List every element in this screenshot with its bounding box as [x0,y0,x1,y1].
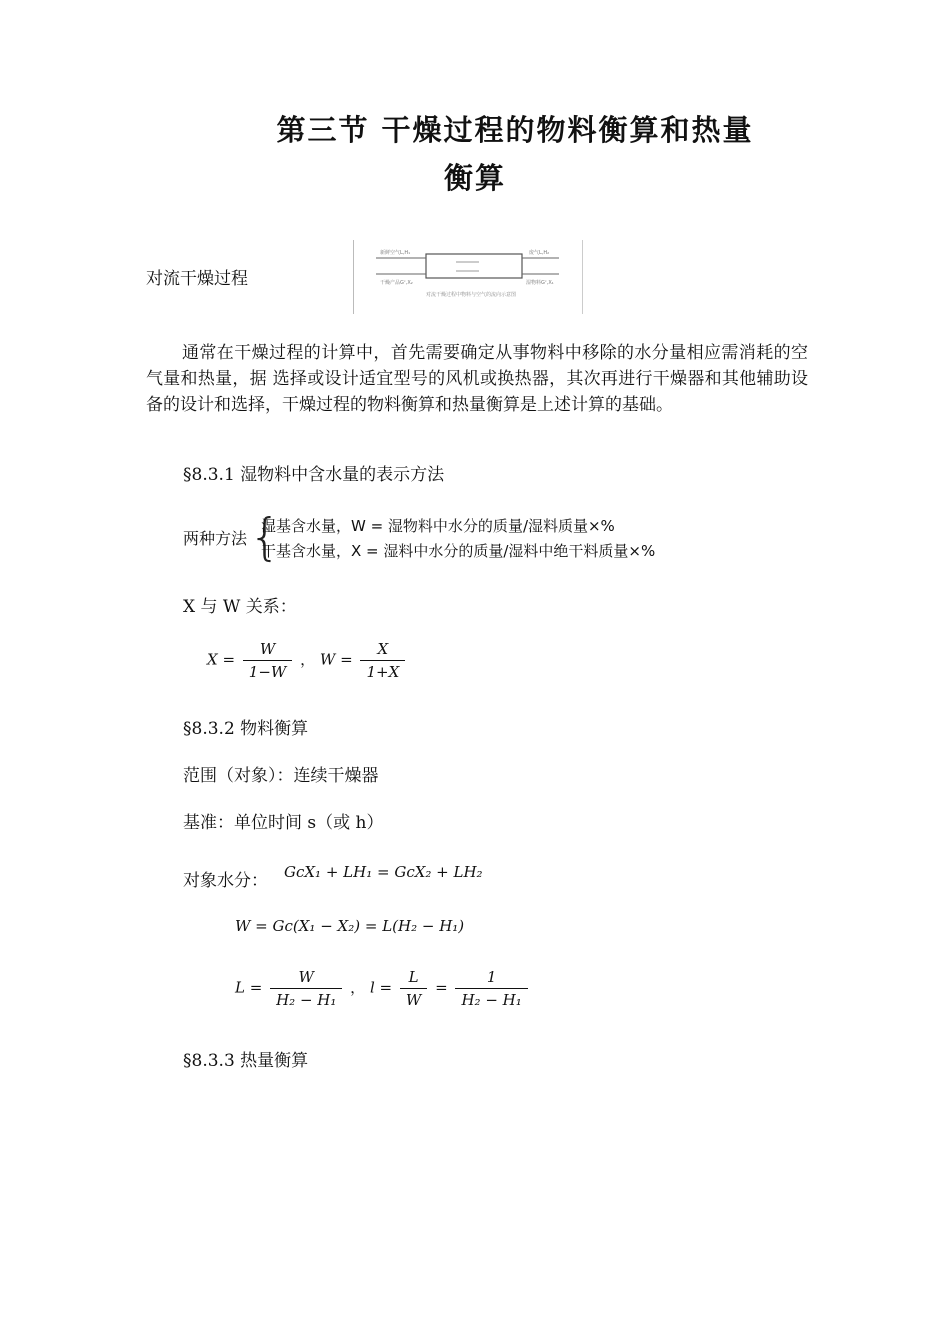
basis-text: 基准：单位时间 s（或 h） [183,813,384,833]
intro-paragraph: 通常在干燥过程的计算中，首先需要确定从事物料中移除的水分量相应需消耗的空气量和热量，据 选择或设计适宜型号的风机或换热器，其次再进行干燥器和其他辅助设备的设计和选择，干燥过程的物料衡算和热量衡算是上述计算的基础。 [146,343,808,415]
dryer-box [426,254,522,278]
eq-l-separator: ， [350,978,366,997]
page-title-continued: 衡算 [443,161,506,195]
section-label: 对流干燥过程 [146,269,248,289]
xw-relation-label: X 与 W 关系： [183,597,297,617]
water-balance-label: 对象水分： [183,871,268,891]
two-methods-label: 两种方法 [183,529,248,548]
diagram-label-fresh-air: 新鲜空气L,H₁ [380,250,411,256]
page-title: 第三节 干燥过程的物料衡算和热量 [276,113,754,147]
fraction-reciprocal [455,968,527,1009]
eq-equals: = [435,978,448,997]
diagram-caption: 对流干燥过程中物料与空气的流向示意图 [426,292,517,298]
eq-w-lhs: W = [319,650,353,669]
fraction-w [360,640,405,681]
fraction-x [243,640,293,681]
section-heading-832: §8.3.2 物料衡算 [183,719,309,739]
eq-l-lhs: L = [235,978,263,997]
section-heading-831: §8.3.1 湿物料中含水量的表示方法 [183,465,445,485]
drying-flow-diagram [353,240,583,314]
fraction-x-denominator: 1−W [248,663,287,681]
drying-flow-svg [354,240,582,314]
diagram-label-feed: 湿物料Gᶜ,X₁ [526,280,554,286]
fraction-x-numerator: W [243,640,293,661]
fraction-l [270,968,342,1009]
fraction-specific-air [400,968,427,1009]
diagram-label-exhaust: 废气L,H₂ [529,250,550,256]
fraction-specific-air-denominator: W [405,991,422,1009]
equation-x-w [207,640,408,681]
scope-text: 范围（对象）：连续干燥器 [183,766,379,786]
fraction-l-denominator: H₂ − H₁ [276,991,337,1009]
water-balance-equation: GcX₁ + LH₁ = GcX₂ + LH₂ [284,863,483,881]
fraction-w-numerator: X [360,640,405,661]
fraction-specific-air-numerator: L [400,968,427,989]
curly-brace-icon: { [249,508,281,566]
fraction-reciprocal-denominator: H₂ − H₁ [461,991,522,1009]
fraction-l-numerator: W [270,968,342,989]
eq-small-l-lhs: l = [369,978,393,997]
eq-x-lhs: X = [207,650,236,669]
water-removed-equation: W = Gc(X₁ − X₂) = L(H₂ − H₁) [235,917,465,935]
eq-separator: ， [300,650,316,669]
section-heading-833: §8.3.3 热量衡算 [183,1051,309,1071]
fraction-w-denominator: 1+X [366,663,400,681]
air-consumption-equation [235,968,531,1009]
fraction-reciprocal-numerator: 1 [455,968,527,989]
wet-basis-definition: 湿基含水量，W = 湿物料中水分的质量/湿料质量×% [261,517,615,535]
dry-basis-definition: 干基含水量，X = 湿料中水分的质量/湿料中绝干料质量×% [261,542,656,560]
diagram-label-product: 干燥产品Gᶜ,X₂ [380,280,413,286]
